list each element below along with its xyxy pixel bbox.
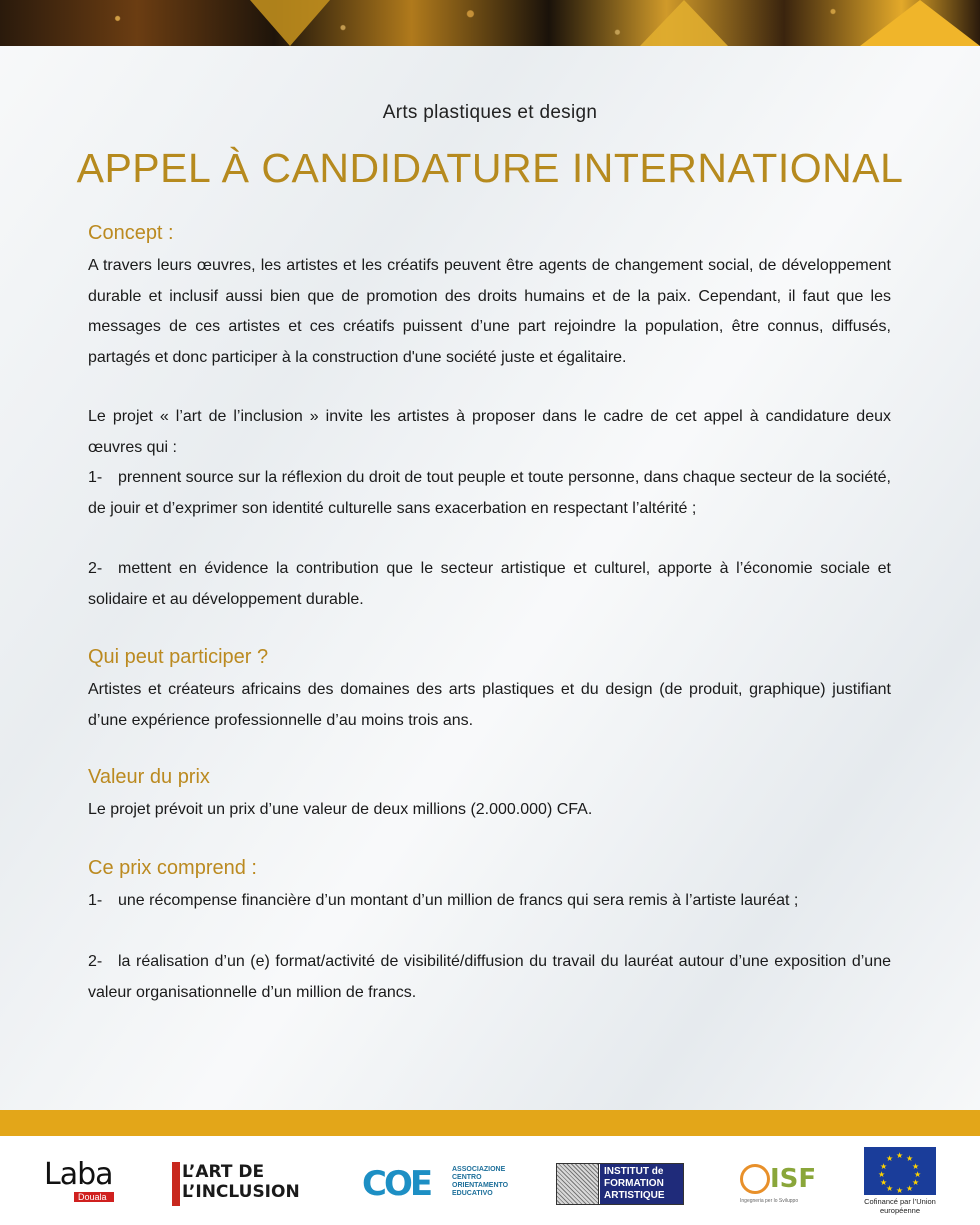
gold-triangle-decoration [860, 0, 980, 46]
red-bar-icon [172, 1162, 180, 1206]
bottom-yellow-band [0, 1110, 980, 1136]
art-logo-line-1: L’ART DE [182, 1162, 265, 1182]
section-heading-concept: Concept : [88, 222, 174, 244]
concept-paragraph-2: Le projet « l’art de l’inclusion » invite les artistes à proposer dans le cadre de cet appel à candidature deux œuvres qui : [88, 408, 891, 456]
list-text: la réalisation d’un (e) format/activité de visibilité/diffusion du travail du lauréat autour d’une exposition d’une valeur organisationnelle d’un million de francs. [88, 953, 891, 1001]
ifa-logo-text: INSTITUT de FORMATION ARTISTIQUE [600, 1164, 683, 1204]
coe-logo-mark: COE [362, 1164, 431, 1204]
isf-logo-subtext: Ingegneria per lo Sviluppo [740, 1198, 799, 1204]
concept-paragraph-1: A travers leurs œuvres, les artistes et les créatifs peuvent être agents de changement social, de développement durable et inclusif aussi bien que de promotion des droits humains et de la paix. Cependant, il faut que les messages de ces artistes et ces créatifs puissent d’une part rejoindre la population, être connus, diffusés, partagés et donc participer à la construction d'une société juste et égalitaire. [88, 257, 891, 366]
art-logo-line-2: L’INCLUSION [182, 1182, 300, 1202]
gold-triangle-decoration [640, 0, 728, 46]
participants-paragraph: Artistes et créateurs africains des domaines des arts plastiques et du design (de produit, graphique) justifiant d’une expérience professionnelle d’au moins trois ans. [88, 681, 891, 729]
prize-value-paragraph: Le projet prévoit un prix d’une valeur de deux millions (2.000.000) CFA. [88, 801, 593, 818]
isf-logo [740, 1162, 817, 1206]
ifa-logo [556, 1163, 684, 1205]
section-heading-prize-includes: Ce prix comprend : [88, 857, 257, 879]
page-title: APPEL À CANDIDATURE INTERNATIONAL [76, 145, 904, 191]
list-number: 2- [88, 560, 103, 577]
eu-flag-icon: ★ ★ ★ ★ ★ ★ ★ ★ ★ ★ ★ ★ [864, 1147, 936, 1195]
top-decorative-band [0, 0, 980, 46]
laba-logo-text: Laba [44, 1157, 113, 1192]
page-subtitle: Arts plastiques et design [382, 102, 598, 123]
coe-logo [362, 1160, 509, 1206]
gold-triangle-decoration [250, 0, 330, 46]
list-text: prennent source sur la réflexion du droit de tout peuple et toute personne, dans chaque secteur de la société, de jouir et d’exprimer son identité culturelle sans exacerbation en respectant l’altérité ; [88, 469, 891, 517]
list-number: 1- [88, 469, 103, 486]
eu-caption: Cofinancé par l’Union européenne [864, 1197, 936, 1215]
list-text: une récompense financière d’un montant d’un million de francs qui sera remis à l’artiste lauréat ; [118, 892, 799, 909]
list-number: 2- [88, 953, 103, 970]
laba-logo-subtext: Douala [74, 1192, 114, 1202]
section-heading-participants: Qui peut participer ? [88, 646, 269, 668]
list-number: 1- [88, 892, 103, 909]
isf-logo-mark: ISF [770, 1164, 817, 1194]
prize-list-item-2 [88, 947, 891, 1008]
prize-list-item-1 [88, 886, 891, 917]
ifa-engraving-icon [557, 1164, 599, 1204]
isf-circle-icon [740, 1164, 770, 1194]
list-text: mettent en évidence la contribution que le secteur artistique et culturel, apporte à l’économie sociale et solidaire et au développement durable. [88, 560, 891, 608]
section-heading-prize-value: Valeur du prix [88, 766, 210, 788]
eu-logo [862, 1147, 938, 1221]
art-de-inclusion-logo [172, 1162, 308, 1206]
concept-list-item-1 [88, 463, 891, 524]
coe-logo-text: ASSOCIAZIONE CENTRO ORIENTAMENTO EDUCATIVO [452, 1166, 509, 1197]
concept-list-item-2 [88, 554, 891, 615]
laba-douala-logo [44, 1157, 116, 1206]
